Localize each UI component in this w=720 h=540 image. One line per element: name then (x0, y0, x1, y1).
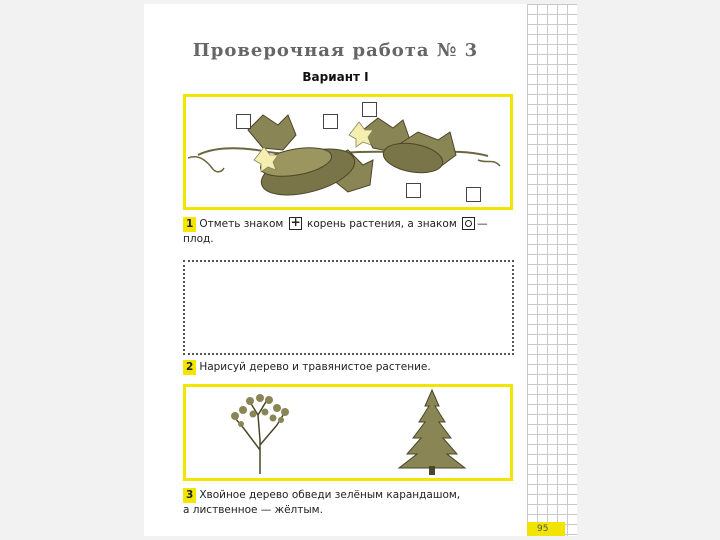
task-number: 3 (183, 488, 196, 503)
task2-text: 2 Нарисуй дерево и травянистое растение. (183, 360, 523, 375)
task-number: 1 (183, 217, 196, 232)
page-title: Проверочная работа № 3 (192, 40, 479, 61)
drawing-area[interactable] (183, 260, 514, 355)
variant-label: Вариант I (302, 70, 369, 84)
task3-text: 3 Хвойное дерево обведи зелёным карандашом, а лиственное — жёлтым. (183, 489, 461, 516)
page-number: 95 (527, 522, 565, 536)
circle-sign-icon (462, 217, 475, 230)
grid-margin (527, 4, 577, 536)
answer-box[interactable] (236, 114, 251, 129)
task-number: 2 (183, 360, 196, 375)
fir-tree-illustration[interactable] (395, 388, 470, 476)
answer-box[interactable] (362, 102, 377, 117)
task1-text: 1 Отметь знаком + корень растения, а знаком — плод. (183, 215, 488, 245)
plus-sign-icon: + (290, 215, 301, 229)
answer-box[interactable] (406, 183, 421, 198)
answer-box[interactable] (466, 187, 481, 202)
deciduous-tree-illustration[interactable] (225, 390, 295, 475)
answer-box[interactable] (323, 114, 338, 129)
